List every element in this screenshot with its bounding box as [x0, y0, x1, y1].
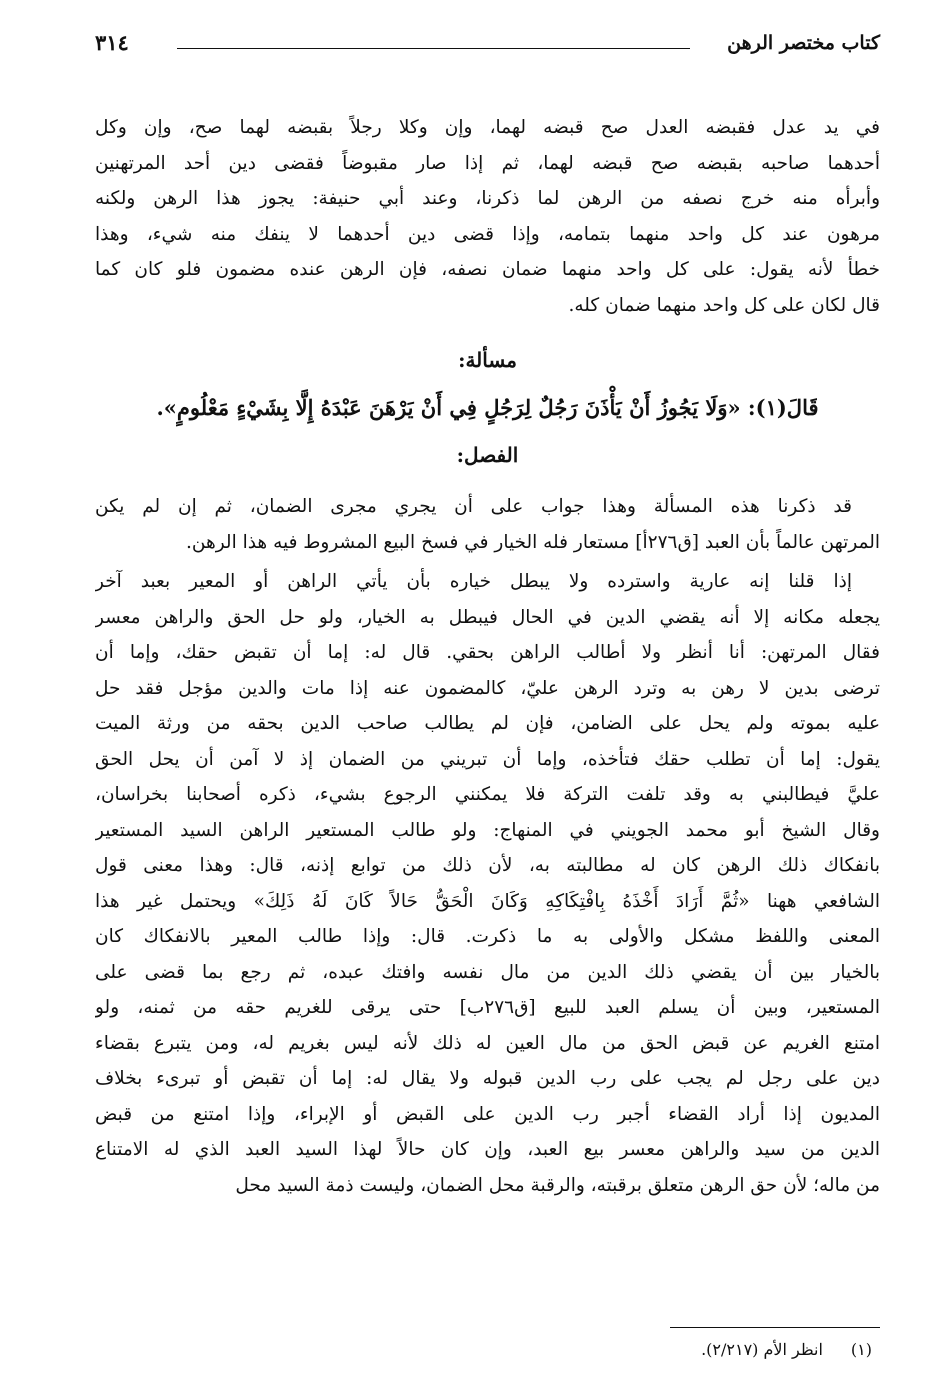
- text-line: الدين من سيد والراهن معسر بيع العبد، وإن كان حالاً لهذا السيد العبد الذي له الامتناع: [95, 1139, 880, 1160]
- text-line: أحدهما صاحبه بقبضه صح قبضه لهما، ثم إذا صار مقبوضاً فقضى دين أحد المرتهنين: [95, 152, 880, 174]
- text-line: ترضى بدين لا رهن به وترد الرهن عليّ، كالمضمون عنه إذا مات والدين مؤجل فقد حل: [95, 677, 880, 699]
- text-line: امتنع الغريم عن قبض الحق من مال العين له ذلك لأنه ليس بغريم له، ومن يتبرع بقضاء: [95, 1032, 880, 1054]
- paragraph-1: [95, 110, 880, 323]
- text-line: يقول: إما أن تطلب حقك فتأخذه، وإما أن تبريني من الضمان إذ لا آمن أن يحل الحق: [95, 748, 880, 770]
- text-line: يجعله مكانه إلا أنه يقضي الدين في الحال فيبطل به الخيار، ولو حل الحق والراهن معسر: [95, 606, 880, 628]
- text-line: المعنى واللفظ مشكل والأولى به ما ذكرت. قال: وإذا طالب المعير بالانفكاك كان: [95, 926, 880, 947]
- running-header: [95, 30, 880, 64]
- text-line: فقال المرتهن: أنا أنظر ولا أطالب الراهن بحقي. قال له: إما أن تقبض حقك، وإما أن: [95, 642, 880, 663]
- text-line: مرهون عند كل واحد منهما بتمامه، وإذا قضى دين أحدهما لا ينفك منه شيء، وهذا: [95, 223, 880, 245]
- text-line: عليَّ فيطالبني به وقد تلفت التركة فلا يمكنني الرجوع بشيء، ذكره أصحابنا بخراسان،: [95, 784, 880, 805]
- text-line: وقال الشيخ أبو محمد الجويني في المنهاج: ولو طالب المستعير الراهن السيد المستعير: [95, 819, 880, 841]
- text-line: المرتهن عالماً بأن العبد [ق٢٧٦أ] مستعار فله الخيار في فسخ البيع المشروط فيه هذا الرهن.: [186, 531, 880, 553]
- text-line: في يد عدل فقبضه العدل صح قبضه لهما، وإن وكلا رجلاً بقبضه لهما صح، وإن وكل: [95, 117, 880, 138]
- page-body: [95, 110, 880, 1203]
- footnote-marker: (١): [850, 1340, 872, 1359]
- text-line: إذا قلنا إنه عارية واسترده ولا يبطل خياره بأن يأتي الراهن أو المعير بعبد آخر: [95, 571, 852, 592]
- footnote-text: انظر الأم (٢/٢١٧).: [701, 1340, 823, 1359]
- text-line: دين على رجل لم يجب على رب الدين قبوله ولا يقال له: إما أن تقبض أو تبرىء بخلاف: [95, 1068, 880, 1089]
- quoted-text: قَالَ(١): «وَلَا يَجُوزُ أَنْ يَأْذَنَ رَجُلٌ لِرَجُلٍ فِي أَنْ يَرْهَنَ عَبْدَهُ إِلَّا بِشَيْءٍ مَعْلُومٍ».: [156, 395, 819, 420]
- text-line: عليه بموته ولم يحل على الضامن، فإن لم يطالب صاحب الدين بحقه من ورثة الميت: [95, 713, 880, 734]
- header-rule: [177, 48, 690, 49]
- footnote: [701, 1340, 872, 1359]
- text-line: من ماله؛ لأن حق الرهن متعلق برقبته، والرقبة محل الضمان، وليست ذمة السيد محل: [235, 1174, 880, 1196]
- text-line: الشافعي ههنا «ثُمَّ أَرَادَ أَخْذَهُ بِافْتِكَاكِهِ وَكَانَ الْحَقُّ حَالاً كَانَ لَهُ ذَلِكَ» ويحتمل غير هذا: [95, 890, 880, 912]
- text-line: بانفكاك ذلك الرهن كان له مطالبته به، لأن ذلك من توابع إذنه، قال: وهذا معنى قول: [95, 855, 880, 876]
- text-line: خطأ لأنه يقول: على كل واحد منهما ضمان نصفه، فإن الرهن عنده مضمون فلو كان كما: [95, 259, 880, 280]
- heading-fasl: الفصل:: [456, 443, 519, 467]
- text-line: وأبرأه منه خرج نصفه من الرهن لما ذكرنا، وعند أبي حنيفة: يجوز هذا الرهن ولكنه: [95, 188, 880, 209]
- text-line: قال لكان على كل واحد منهما ضمان كله.: [568, 294, 880, 316]
- paragraph-2: [95, 489, 880, 560]
- text-line: قد ذكرنا هذه المسألة وهذا جواب على أن يجري مجرى الضمان، ثم إن لم يكن: [95, 496, 852, 517]
- heading-masala: مسألة:: [458, 348, 517, 372]
- text-line: المستعير، وبين أن يسلم العبد للبيع [ق٢٧٦ب] حتى يرقى للغريم حقه من ثمنه، ولو: [95, 997, 880, 1018]
- book-section-title: كتاب مختصر الرهن: [727, 32, 880, 54]
- text-line: بالخيار بين أن يقضي ذلك الدين من مال نفسه وافتك عبده، ثم رجع بما قضى على: [95, 961, 880, 983]
- page-number: ٣١٤: [95, 30, 129, 55]
- text-line: المديون إذا أراد القضاء أجبر رب الدين على القبض أو الإبراء، وإذا امتنع من قبض: [95, 1103, 880, 1125]
- footnote-rule: [670, 1327, 880, 1328]
- paragraph-3: [95, 564, 880, 1203]
